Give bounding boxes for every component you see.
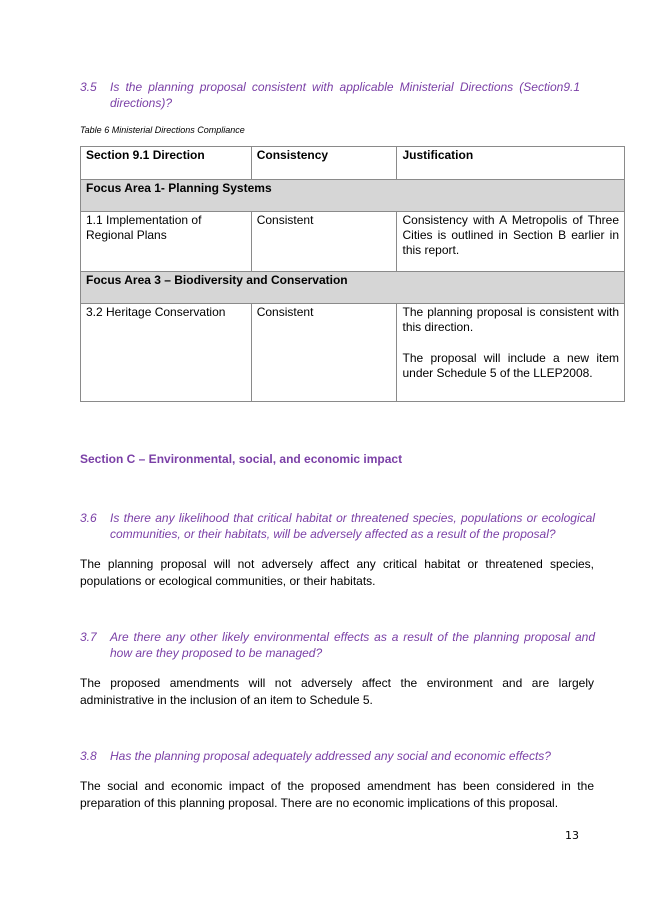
focus-area-row xyxy=(81,180,625,212)
question-text: Has the planning proposal adequately addressed any social and economic effects? xyxy=(110,749,551,763)
header-direction: Section 9.1 Direction xyxy=(81,147,252,180)
question-3-6 xyxy=(80,510,595,542)
ministerial-directions-table xyxy=(80,146,625,402)
answer-3-6: The planning proposal will not adversely affect any critical habitat or threatened species, populations or ecological communities, or their habitats. xyxy=(80,557,594,588)
cell-justification: Consistency with A Metropolis of Three Cities is outlined in Section B earlier in this report. xyxy=(397,212,625,272)
section-c-heading: Section C – Environmental, social, and economic impact xyxy=(80,452,403,466)
question-number: 3.8 xyxy=(80,749,97,763)
cell-justification xyxy=(397,304,625,402)
table-row xyxy=(81,212,625,272)
cell-consistency: Consistent xyxy=(251,212,397,272)
table-row xyxy=(81,304,625,402)
page-number: 13 xyxy=(565,829,579,842)
answer-3-8: The social and economic impact of the proposed amendment has been considered in the preparation of this planning proposal. There are no economic implications of this proposal. xyxy=(80,779,594,810)
header-justification: Justification xyxy=(397,147,625,180)
question-text: Is there any likelihood that critical habitat or threatened species, populations or ecological communities, or their habitats, will be adversely affected as a result of the proposal? xyxy=(110,511,595,541)
focus-area-row xyxy=(81,272,625,304)
question-number: 3.7 xyxy=(80,630,97,644)
question-3-8 xyxy=(80,748,595,764)
focus-area-3: Focus Area 3 – Biodiversity and Conservation xyxy=(81,272,625,304)
focus-area-1: Focus Area 1- Planning Systems xyxy=(81,180,625,212)
justification-paragraph: The planning proposal is consistent with this direction. xyxy=(402,305,619,334)
question-number: 3.6 xyxy=(80,511,97,525)
cell-consistency: Consistent xyxy=(251,304,397,402)
answer-3-7: The proposed amendments will not adversely affect the environment and are largely administrative in the inclusion of an item to Schedule 5. xyxy=(80,676,594,707)
question-3-7 xyxy=(80,629,595,661)
question-text: Are there any other likely environmental effects as a result of the planning proposal and how are they proposed to be managed? xyxy=(110,630,595,660)
question-text: Is the planning proposal consistent with applicable Ministerial Directions (Section9.1 directions)? xyxy=(110,80,580,110)
justification-paragraph: The proposal will include a new item under Schedule 5 of the LLEP2008. xyxy=(402,351,619,380)
question-3-5 xyxy=(80,79,595,111)
cell-direction: 3.2 Heritage Conservation xyxy=(81,304,252,402)
question-number: 3.5 xyxy=(80,80,97,94)
table-caption: Table 6 Ministerial Directions Compliance xyxy=(80,125,245,135)
cell-direction: 1.1 Implementation of Regional Plans xyxy=(81,212,252,272)
table-header-row xyxy=(81,147,625,180)
header-consistency: Consistency xyxy=(251,147,397,180)
